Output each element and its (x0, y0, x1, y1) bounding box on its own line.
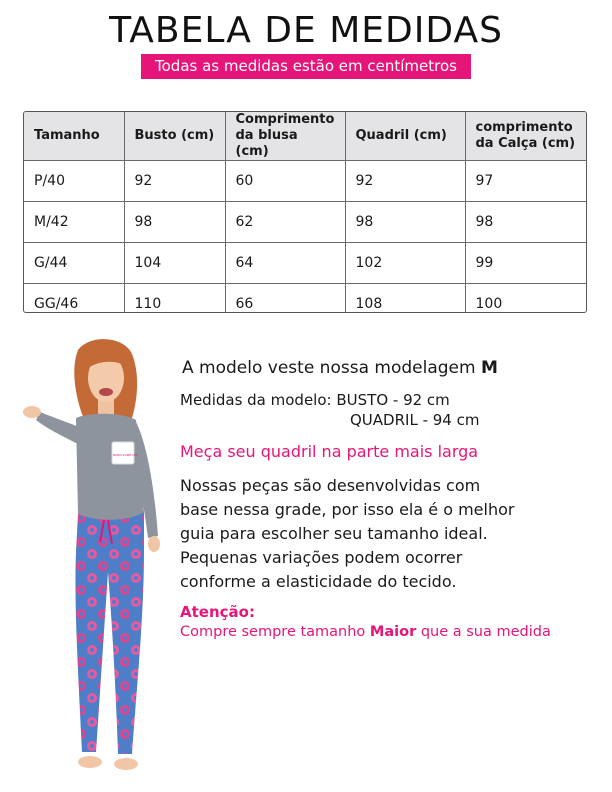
table-row (24, 161, 586, 202)
description-line: base nessa grade, por isso ela é o melhor (180, 500, 515, 519)
model-size-text: A modelo veste nossa modelagem (182, 358, 476, 378)
table-cell: 100 (465, 284, 586, 314)
header-pants-length: comprimento da Calça (cm) (465, 112, 586, 161)
table-cell: M/42 (24, 202, 124, 243)
table-row (24, 284, 586, 314)
pocket-print: BURN SOME OFF (113, 453, 139, 457)
header-bust: Busto (cm) (124, 112, 225, 161)
size-table (23, 111, 587, 313)
table-cell: 92 (345, 161, 465, 202)
table-cell: 66 (225, 284, 345, 314)
page-title: TABELA DE MEDIDAS (109, 10, 503, 51)
description-line: Nossas peças são desenvolvidas com (180, 476, 481, 495)
attention-text: Compre sempre tamanho Maior que a sua medida (180, 624, 551, 640)
header-size: Tamanho (24, 112, 124, 161)
bust-measure: BUSTO - 92 cm (336, 391, 450, 409)
hip-measure: QUADRIL - 94 cm (350, 411, 480, 429)
description-line: guia para escolher seu tamanho ideal. (180, 524, 488, 543)
header-hip: Quadril (cm) (345, 112, 465, 161)
table-cell: 60 (225, 161, 345, 202)
table-row (24, 202, 586, 243)
table-cell: 104 (124, 243, 225, 284)
table-cell: 97 (465, 161, 586, 202)
model-photo (20, 332, 180, 784)
model-size-line (182, 358, 498, 378)
table-cell: 62 (225, 202, 345, 243)
measures-label: Medidas da modelo: (180, 391, 332, 409)
table-cell: 98 (345, 202, 465, 243)
description-line: conforme a elasticidade do tecido. (180, 572, 457, 591)
table-cell: 98 (465, 202, 586, 243)
table-cell: 64 (225, 243, 345, 284)
table-cell: 99 (465, 243, 586, 284)
attention-title: Atenção: (180, 603, 255, 621)
table-cell: 102 (345, 243, 465, 284)
table-cell: 108 (345, 284, 465, 314)
table-cell: G/44 (24, 243, 124, 284)
table-row (24, 243, 586, 284)
table-cell: GG/46 (24, 284, 124, 314)
subtitle-text: Todas as medidas estão em centímetros (141, 54, 471, 79)
description (180, 474, 580, 594)
model-size-value: M (480, 358, 498, 378)
header-blouse-length: Comprimento da blusa (cm) (225, 112, 345, 161)
model-measures (180, 390, 480, 429)
description-line: Pequenas variações podem ocorrer (180, 548, 463, 567)
table-cell: 98 (124, 202, 225, 243)
hip-tip: Meça seu quadril na parte mais larga (180, 442, 479, 461)
table-cell: 92 (124, 161, 225, 202)
table-header-row (24, 112, 586, 161)
subtitle-banner (0, 54, 612, 79)
attention-bold: Maior (369, 624, 417, 640)
table-cell: P/40 (24, 161, 124, 202)
table-cell: 110 (124, 284, 225, 314)
